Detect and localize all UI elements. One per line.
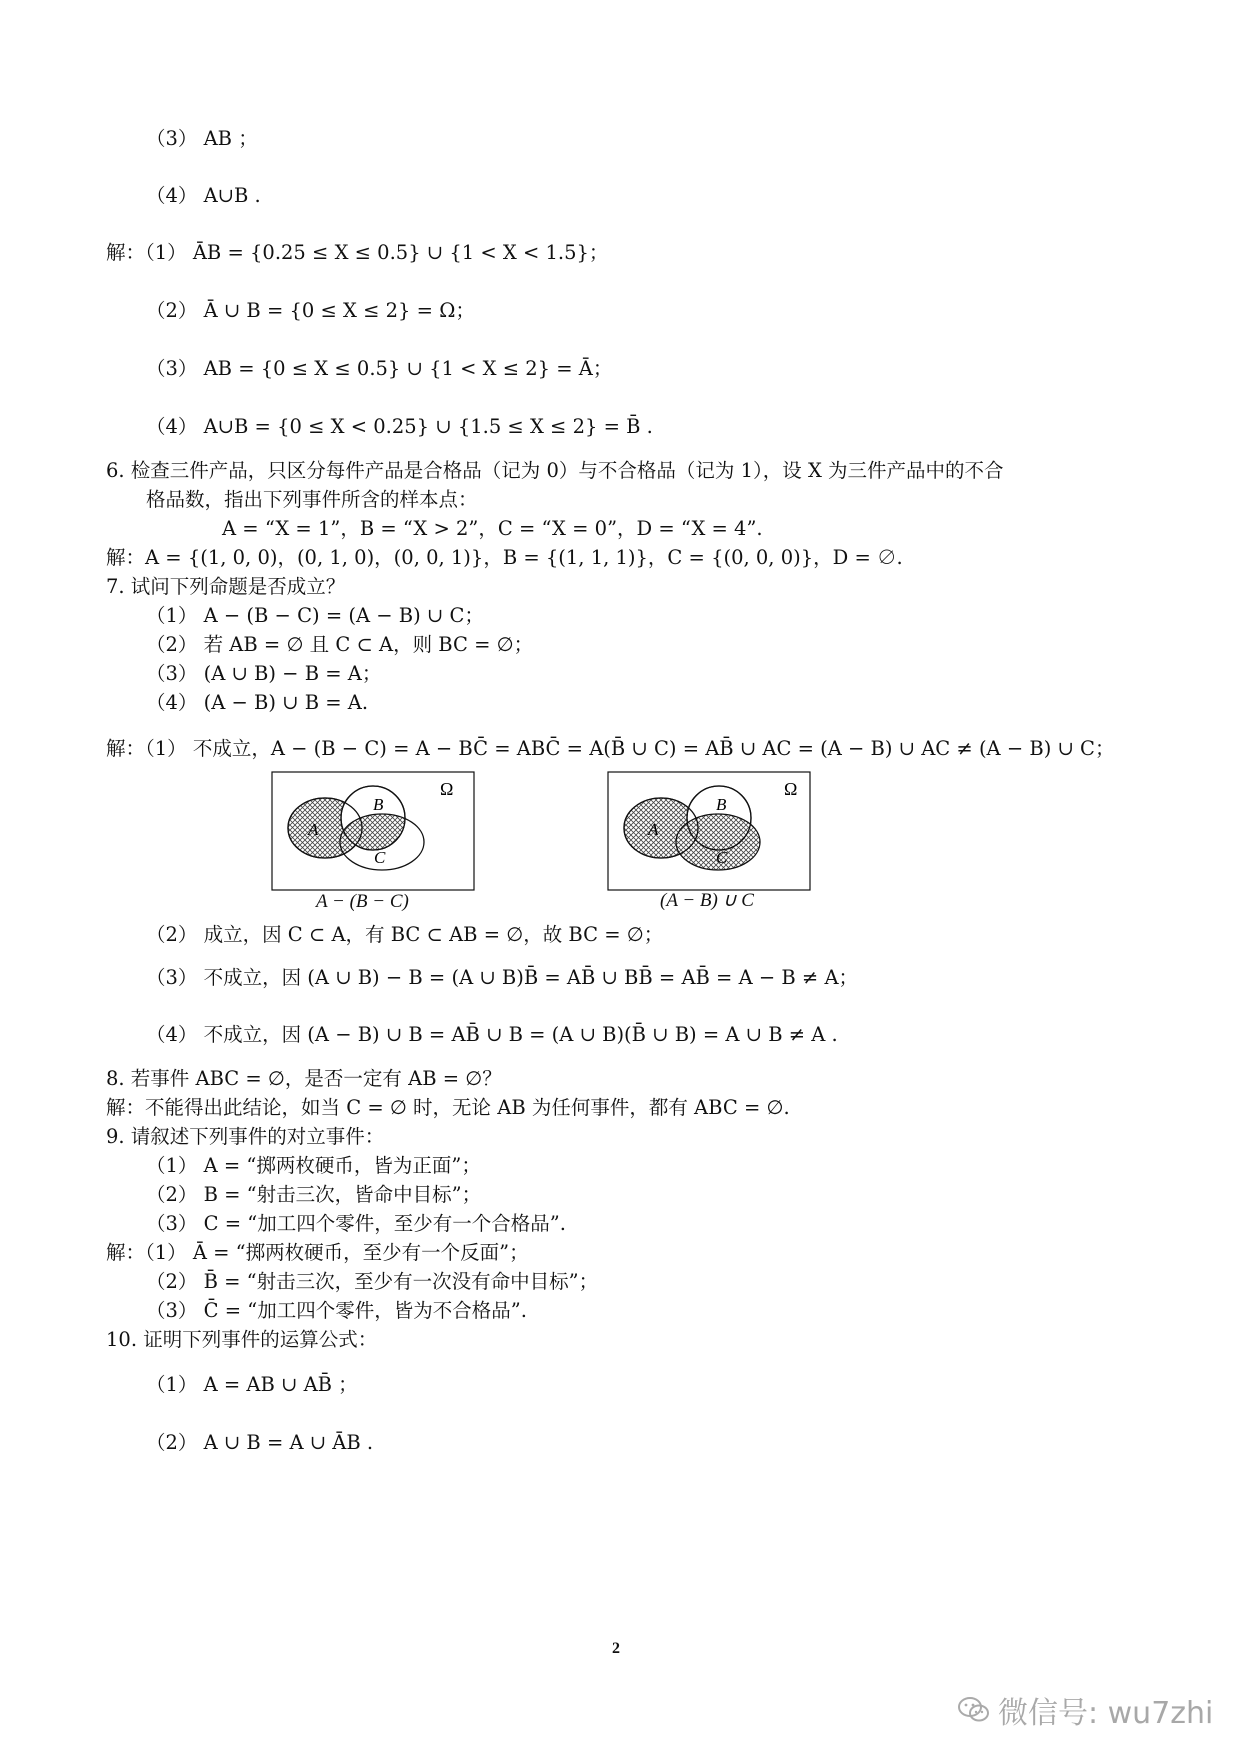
solution-4: （4） A∪B = {0 ≤ X < 0.25} ∪ {1.5 ≤ X ≤ 2} = B̄ . bbox=[146, 415, 653, 438]
problem-7: 7. 试问下列命题是否成立？ bbox=[106, 575, 346, 598]
solution-1: 解：（1） ĀB = {0.25 ≤ X ≤ 0.5} ∪ {1 < X < 1.5}； bbox=[106, 241, 609, 264]
problem-7-1: （1） A − (B − C) = (A − B) ∪ C； bbox=[146, 604, 484, 627]
solution-6: 解：A = {(1, 0, 0)，(0, 1, 0)，(0, 0, 1)}，B = {(1, 1, 1)}，C = {(0, 0, 0)}，D = ∅. bbox=[106, 546, 903, 569]
solution-9-2: （2） B̄ = “射击三次，至少有一次没有命中目标”； bbox=[146, 1270, 599, 1293]
problem-9-3: （3） C = “加工四个零件，至少有一个合格品”. bbox=[146, 1212, 566, 1235]
item-4-aub-bar: （4） A∪B . bbox=[146, 184, 261, 207]
problem-7-4: （4） (A − B) ∪ B = A. bbox=[146, 691, 369, 714]
problem-9-2: （2） B = “射击三次，皆命中目标”； bbox=[146, 1183, 482, 1206]
label-c: C bbox=[716, 848, 728, 867]
problem-10: 10. 证明下列事件的运算公式： bbox=[106, 1328, 378, 1351]
problem-10-1: （1） A = AB ∪ AB̄ ； bbox=[146, 1373, 358, 1396]
problem-9: 9. 请叙述下列事件的对立事件： bbox=[106, 1125, 385, 1148]
solution-9-1: 解：（1） Ā = “掷两枚硬币，至少有一个反面”； bbox=[106, 1241, 529, 1264]
solution-2: （2） Ā ∪ B = {0 ≤ X ≤ 2} = Ω； bbox=[146, 299, 475, 322]
label-a: A bbox=[308, 820, 319, 839]
label-b: B bbox=[716, 795, 727, 814]
label-c: C bbox=[374, 848, 386, 867]
problem-10-2: （2） A ∪ B = A ∪ ĀB . bbox=[146, 1431, 374, 1454]
solution-7-2: （2） 成立，因 C ⊂ A，有 BC ⊂ AB = ∅，故 BC = ∅； bbox=[146, 923, 664, 946]
solution-9-3: （3） C̄ = “加工四个零件，皆为不合格品”. bbox=[146, 1299, 527, 1322]
solution-3: （3） AB = {0 ≤ X ≤ 0.5} ∪ {1 < X ≤ 2} = Ā； bbox=[146, 357, 613, 380]
venn-left-caption: A − (B − C) bbox=[316, 891, 409, 912]
venn-right-caption: (A − B) ∪ C bbox=[660, 890, 754, 911]
watermark-text: 微信号: wu7zhi bbox=[998, 1696, 1214, 1731]
item-3-ab-bar: （3） AB ； bbox=[146, 127, 258, 150]
label-a: A bbox=[648, 820, 659, 839]
problem-7-3: （3） (A ∪ B) − B = A； bbox=[146, 662, 382, 685]
problem-6: 6. 检查三件产品，只区分每件产品是合格品（记为 0）与不合格品（记为 1），设 X 为三件产品中的不合 bbox=[106, 459, 1004, 482]
solution-8: 解：不能得出此结论，如当 C = ∅ 时，无论 AB 为任何事件，都有 ABC = ∅. bbox=[106, 1096, 790, 1119]
problem-7-2: （2） 若 AB = ∅ 且 C ⊂ A，则 BC = ∅； bbox=[146, 633, 534, 656]
wechat-icon bbox=[958, 1696, 990, 1724]
problem-6-cont: 格品数，指出下列事件所含的样本点： bbox=[146, 488, 478, 511]
label-omega: Ω bbox=[784, 779, 798, 799]
label-b: B bbox=[373, 795, 384, 814]
page-number: 2 bbox=[612, 1640, 620, 1657]
watermark bbox=[958, 1688, 1213, 1732]
problem-9-1: （1） A = “掷两枚硬币，皆为正面”； bbox=[146, 1154, 481, 1177]
venn-left bbox=[270, 770, 480, 894]
venn-right bbox=[606, 770, 816, 894]
solution-7-4: （4） 不成立，因 (A − B) ∪ B = AB̄ ∪ B = (A ∪ B)(B̄ ∪ B) = A ∪ B ≠ A . bbox=[146, 1023, 838, 1046]
problem-8: 8. 若事件 ABC = ∅，是否一定有 AB = ∅？ bbox=[106, 1067, 502, 1090]
solution-7-1: 解：（1） 不成立，A − (B − C) = A − BC̄ = ABC̄ = A(B̄ ∪ C) = AB̄ ∪ AC = (A − B) ∪ AC ≠ (A − B) ∪ C； bbox=[106, 737, 1115, 760]
solution-7-3: （3） 不成立，因 (A ∪ B) − B = (A ∪ B)B̄ = AB̄ ∪ BB̄ = AB̄ = A − B ≠ A； bbox=[146, 966, 859, 989]
problem-6-events: A = “X = 1”，B = “X > 2”，C = “X = 0”，D = “X = 4”. bbox=[222, 517, 763, 540]
label-omega: Ω bbox=[440, 779, 454, 799]
